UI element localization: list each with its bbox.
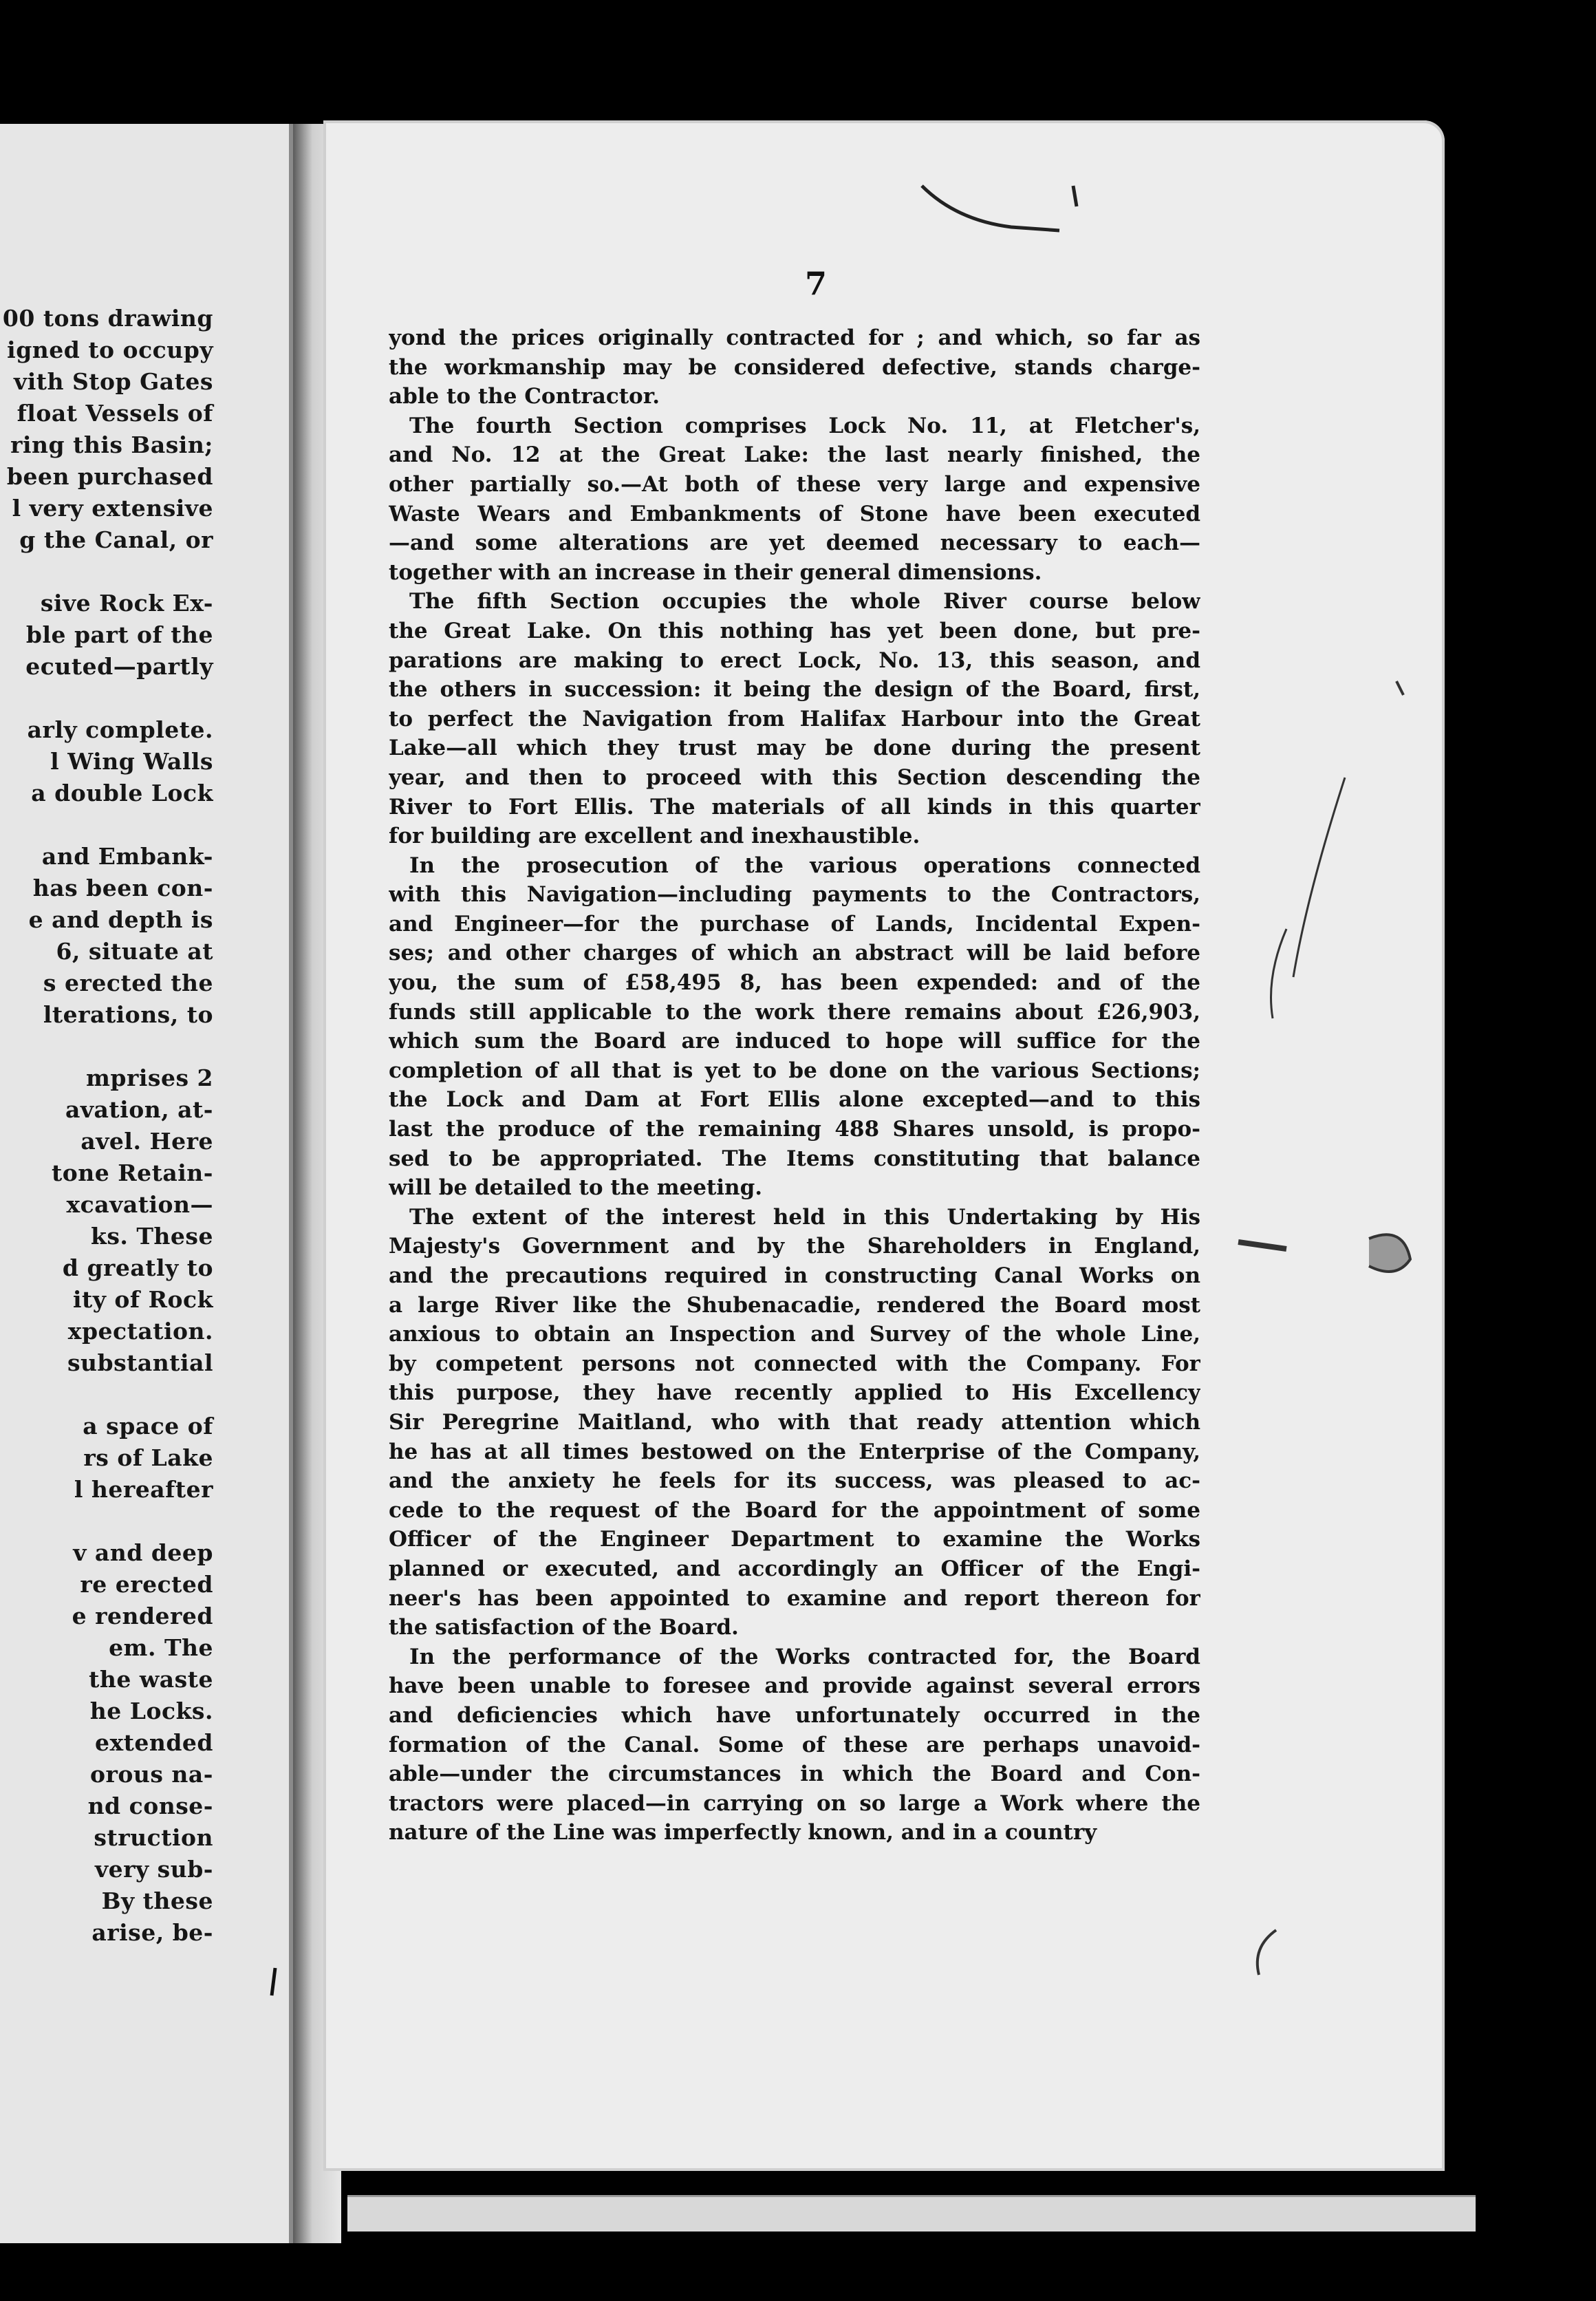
text-line: tractors were placed—in carrying on so large a Work where the — [389, 1790, 1200, 1816]
text-line: neer's has been appointed to examine and report thereon for — [389, 1585, 1200, 1611]
previous-page-line: has been con- — [32, 875, 213, 901]
previous-page-line: l very extensive — [12, 495, 213, 522]
previous-page-line: igned to occupy — [7, 336, 213, 363]
text-line: and the anxiety he feels for its success, was pleased to ac- — [389, 1468, 1200, 1494]
previous-page-line: d greatly to — [62, 1254, 213, 1281]
previous-page-line: re erected — [80, 1571, 213, 1598]
previous-page-line: orous na- — [89, 1761, 213, 1788]
text-line: and No. 12 at the Great Lake: the last nearly finished, the — [389, 442, 1200, 468]
previous-page-line: the waste — [89, 1666, 213, 1693]
previous-page-line: been purchased — [6, 463, 213, 490]
text-line: other partially so.—At both of these very large and expensive — [389, 471, 1200, 497]
text-line: and deficiencies which have unfortunately occurred in the — [389, 1702, 1200, 1728]
previous-page-line: e and depth is — [28, 906, 213, 933]
text-line: The fifth Section occupies the whole River course below — [409, 589, 1200, 614]
previous-page-line: avel. Here — [80, 1128, 213, 1155]
text-line: River to Fort Ellis. The materials of all kinds in this quarter — [389, 794, 1200, 820]
previous-page-line: vith Stop Gates — [14, 368, 213, 395]
text-line: year, and then to proceed with this Section descending the — [389, 764, 1200, 790]
text-line: Majesty's Government and by the Shareholders in England, — [389, 1234, 1200, 1259]
previous-page-line: l Wing Walls — [50, 748, 213, 775]
previous-page-line: xpectation. — [67, 1318, 213, 1345]
text-line: with this Navigation—including payments to the Contractors, — [389, 882, 1200, 908]
text-line: planned or executed, and accordingly an Officer of the Engi- — [389, 1556, 1200, 1581]
text-line: the others in succession: it being the design of the Board, first, — [389, 677, 1200, 703]
text-line: this purpose, they have recently applied to His Excellency — [389, 1380, 1200, 1406]
text-line: ses; and other charges of which an abstract will be laid before — [389, 941, 1200, 966]
text-line: Lake—all which they trust may be done during the present — [389, 736, 1200, 761]
previous-page-line: tone Retain- — [51, 1159, 213, 1186]
text-line: Waste Wears and Embankments of Stone have been executed — [389, 501, 1200, 526]
text-line: the Great Lake. On this nothing has yet been done, but pre- — [389, 618, 1200, 643]
previous-page-line: and Embank- — [41, 843, 213, 870]
text-line: for building are excellent and inexhaustible. — [389, 824, 920, 849]
previous-page-line: s erected the — [43, 970, 213, 996]
text-line: anxious to obtain an Inspection and Survey of the whole Line, — [389, 1322, 1200, 1347]
previous-page-line: ring this Basin; — [10, 431, 213, 458]
previous-page-line: a space of — [83, 1413, 213, 1440]
previous-page-line: extended — [94, 1729, 213, 1756]
previous-page-line: em. The — [109, 1634, 213, 1661]
text-line: have been unable to foresee and provide against several errors — [389, 1673, 1200, 1699]
previous-page-line: 00 tons drawing — [2, 305, 213, 332]
previous-page-line: g the Canal, or — [19, 526, 213, 553]
previous-page-line: ble part of the — [25, 621, 213, 648]
previous-page-line: lterations, to — [43, 1001, 213, 1028]
text-line: which sum the Board are induced to hope will suffice for the — [389, 1029, 1200, 1054]
text-line: he has at all times bestowed on the Enterprise of the Company, — [389, 1439, 1200, 1464]
text-line: last the produce of the remaining 488 Shares unsold, is propo- — [389, 1117, 1200, 1142]
text-line: able—under the circumstances in which the Board and Con- — [389, 1762, 1200, 1787]
previous-page-line: l hereafter — [74, 1476, 213, 1503]
text-line: by competent persons not connected with the Company. For — [389, 1351, 1200, 1376]
text-line: In the performance of the Works contracted for, the Board — [409, 1644, 1200, 1669]
text-line: yond the prices originally contracted for ; and which, so far as — [389, 325, 1200, 350]
previous-page-line: ecuted—partly — [25, 653, 213, 680]
text-line: you, the sum of £58,495 8, has been expended: and of the — [389, 970, 1200, 996]
previous-page-line: he Locks. — [89, 1698, 213, 1724]
text-line: cede to the request of the Board for the appointment of some — [389, 1497, 1200, 1523]
text-line: formation of the Canal. Some of these are perhaps unavoid- — [389, 1732, 1200, 1757]
previous-page-line: arly complete. — [27, 716, 213, 743]
previous-page-line: sive Rock Ex- — [40, 590, 213, 617]
text-line: a large River like the Shubenacadie, rendered the Board most — [389, 1292, 1200, 1318]
previous-page-line: a double Lock — [31, 780, 213, 806]
previous-page-line: avation, at- — [65, 1096, 213, 1123]
text-line: funds still applicable to the work there remains about £26,903, — [389, 999, 1200, 1025]
text-line: will be detailed to the meeting. — [389, 1175, 763, 1201]
text-line: Officer of the Engineer Department to examine the Works — [389, 1527, 1200, 1552]
text-line: and Engineer—for the purchase of Lands, Incidental Expen- — [389, 911, 1200, 937]
page-bottom-edge — [347, 2195, 1476, 2232]
previous-page-line: substantial — [67, 1349, 213, 1376]
text-line: and the precautions required in constructing Canal Works on — [389, 1263, 1200, 1288]
previous-page-line: By these — [101, 1887, 213, 1914]
text-line: —and some alterations are yet deemed necessary to each— — [389, 531, 1200, 556]
previous-page-line: very sub- — [94, 1856, 213, 1883]
text-line: In the prosecution of the various operations connected — [409, 853, 1200, 878]
text-line: Sir Peregrine Maitland, who with that ready attention which — [389, 1409, 1200, 1435]
previous-page-line: mprises 2 — [85, 1064, 213, 1091]
previous-page-line: e rendered — [72, 1603, 213, 1629]
text-line: able to the Contractor. — [389, 384, 660, 409]
previous-page-line: arise, be- — [91, 1919, 213, 1946]
text-line: parations are making to erect Lock, No. 13, this season, and — [389, 648, 1200, 673]
previous-page-line: struction — [94, 1824, 213, 1851]
previous-page-line: v and deep — [73, 1539, 213, 1566]
text-line: the satisfaction of the Board. — [389, 1615, 739, 1640]
text-line: together with an increase in their general dimensions. — [389, 559, 1042, 585]
text-line: to perfect the Navigation from Halifax Harbour into the Great — [389, 706, 1200, 731]
text-line: The fourth Section comprises Lock No. 11, at Fletcher's, — [409, 413, 1200, 438]
previous-page-line: float Vessels of — [17, 400, 213, 427]
text-line: the Lock and Dam at Fort Ellis alone excepted—and to this — [389, 1087, 1200, 1113]
previous-page-line: ity of Rock — [72, 1286, 213, 1313]
text-line: sed to be appropriated. The Items constituting that balance — [389, 1146, 1200, 1171]
text-line: the workmanship may be considered defective, stands charge- — [389, 354, 1200, 380]
previous-page-line: ks. These — [90, 1223, 213, 1250]
text-line: completion of all that is yet to be done on the various Sections; — [389, 1058, 1200, 1083]
text-line: nature of the Line was imperfectly known, and in a country — [389, 1820, 1097, 1845]
previous-page-line: rs of Lake — [83, 1444, 213, 1471]
page-number: 7 — [805, 265, 828, 302]
text-line: The extent of the interest held in this Undertaking by His — [409, 1204, 1200, 1230]
previous-page-line: xcavation— — [66, 1191, 213, 1218]
previous-page-line: 6, situate at — [56, 938, 213, 965]
previous-page-line: nd conse- — [87, 1792, 213, 1819]
